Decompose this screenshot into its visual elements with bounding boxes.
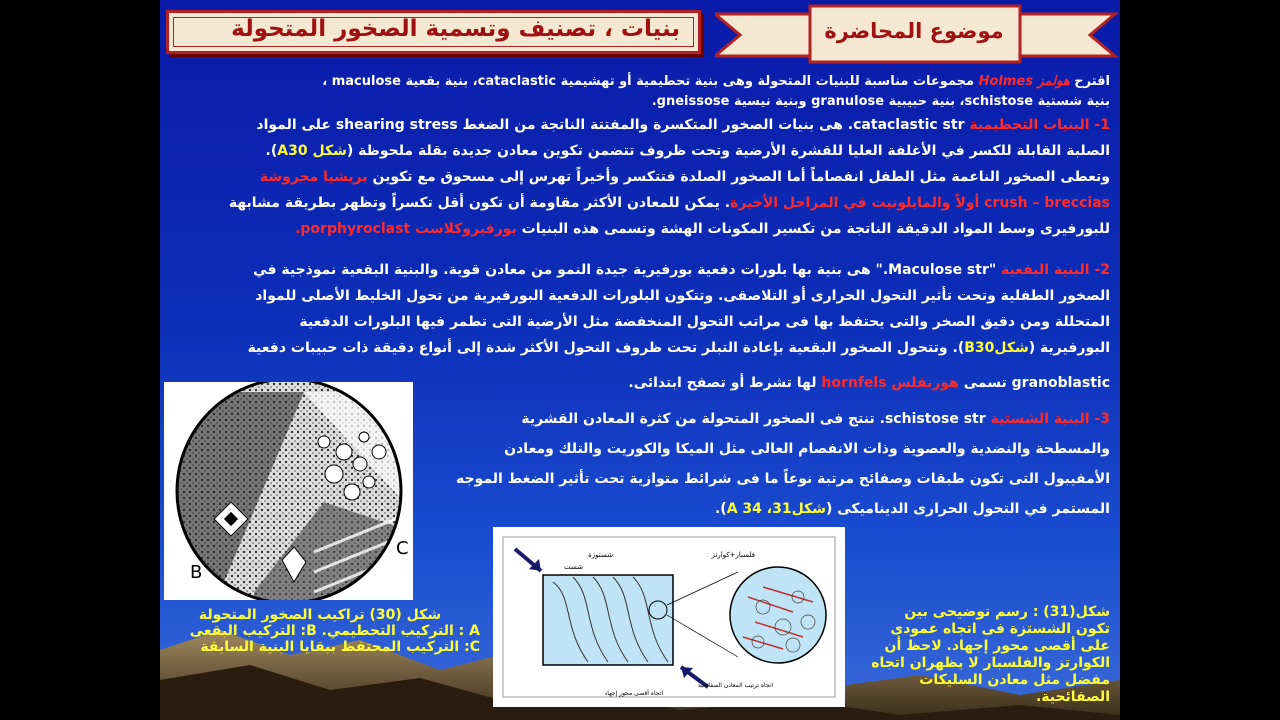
figure-ref-31: شكل31، 34 A (726, 501, 826, 517)
section2-line (170, 257, 1110, 283)
intro-line-2: بنية شستية schistose، بنية حبيبية granulose وبنية نيسية gneissose. (651, 94, 1110, 109)
figure30-label-c: C (396, 538, 409, 559)
section1-text: للبورفيرى وسط المواد الدقيقة الناتجة من تكسير المكونات الهشة وتسمى هذه البنيات (516, 221, 1110, 237)
section2-line: المتحللة ومن دقيق الصخر والتى يحتفظ بها فى مراتب التحول المنخفضة مثل الأرضية التى تطمر فيها البلورات الدفعية (299, 314, 1110, 330)
figure31-label-orientation: اتجاه ترتيب المعادن الصفائحية (697, 682, 773, 689)
section2-text: "Maculose str." هى بنية بها بلورات دفعية بورفيرية جيدة النمو من معادن قوية. والبنية البقعية نموذجية في (253, 262, 1002, 278)
lecture-topic-label: موضوع المحاضرة (824, 19, 1004, 43)
intro-paragraph (170, 72, 1110, 112)
section3-text: ). (714, 501, 727, 517)
section-cataclastic (170, 112, 1110, 242)
section1-line (170, 112, 1110, 138)
caption31-line-6: الصفائحية. (1035, 689, 1110, 705)
section1-text: ). (265, 143, 278, 159)
figure-ref-a30: شكل A30 (277, 143, 347, 159)
section2-line (170, 335, 1110, 361)
figure-ref-b30: شكلB30 (964, 340, 1029, 356)
section1-text: cataclastic str. هى بنيات الصخور المتكسرة والمفتتة الناتجة من الضغط shearing stress على المواد (256, 117, 970, 133)
section1-text: الصلبة القابلة للكسر في الأغلفة العليا للقشرة الأرضية وتحت ظروف تتضمن تكوين معادن جديدة بقلة ملحوظة ( (346, 143, 1110, 159)
section1-line (170, 216, 1110, 242)
section1-text: . يمكن للمعادن الأكثر مقاومة أن تكون أقل تكسراً وتظهر بطريقة مشابهة (228, 195, 731, 211)
section-schistose (422, 404, 1110, 524)
figure-31-image (493, 527, 845, 707)
figure31-label-stress: اتجاه أقصى محور إجهاد (604, 690, 663, 697)
section3-line: الأمفيبول التى تكون طبقات وصفائح مرتبة نوعاً ما فى شرائط متوازية تحت تأثير الضغط الموجه (456, 471, 1110, 487)
section3-line (422, 494, 1110, 524)
figure-30-image (164, 382, 413, 600)
mylonite-highlight: crush – breccias أولاً والمايلونيت في المراحل الأخيرة (730, 195, 1110, 211)
section2-line (420, 370, 1110, 396)
right-letterbox (1120, 0, 1280, 720)
hornfels-highlight: هورنفلس hornfels (821, 375, 959, 391)
section2-text: البورفيرية ( (1028, 340, 1110, 356)
section2-text: granoblastic تسمى (958, 375, 1110, 391)
page-title: بنيات ، تصنيف وتسمية الصخور المتحولة (231, 16, 680, 42)
slide (160, 0, 1120, 720)
schistosity-diagram (493, 527, 845, 707)
caption31-line-4: الكوارتز والفلسبار لا يظهران اتجاه (871, 655, 1110, 671)
caption30-line-2: A : التركيب التحطيمي. B: التركيب البقعى (189, 623, 480, 639)
holmes-highlight: هولمز Holmes (978, 74, 1070, 89)
section2-text: ). وتتحول الصخور البقعية بإعادة التبلر تحت ظروف التحول الأكثر شدة إلى أنواع دقيقة ذات حبيبات دفعية (247, 340, 965, 356)
left-letterbox (0, 0, 160, 720)
figure31-label-schistosity: شستوزة (588, 551, 613, 559)
section1-line (170, 138, 1110, 164)
section3-text: المستمر في التحول الحرارى الديناميكى ( (826, 501, 1110, 517)
section1-text: وتعطى الصخور الناعمة مثل الطفل انفصاماً أما الصخور الصلدة فتتكسر وأخيراً تهرس إلى مسحوق مع تكوين (367, 169, 1110, 185)
section3-line: والمسطحة والنضدية والعصوية وذات الانفصام العالى مثل الميكا والكوريت والتلك ومعادن (504, 441, 1110, 457)
figure31-label-minerals: فلسبار+كوارتز (711, 551, 755, 559)
caption30-line-1: شكل (30) تراكيب الصخور المتحولة (198, 607, 442, 623)
section2-line: الصخور الطفلية وتحت تأثير التحول الحرارى أو التلاصقى. وتتكون البلورات الدفعية البورفيرية من تحول الخليط الأصلى للمواد (255, 288, 1110, 304)
section2-text: لها تشرط أو تصفح ابتدائى. (628, 375, 822, 391)
caption31-line-2: تكون الشستزة فى اتجاه عمودى (890, 621, 1110, 637)
rock-texture-drawing (164, 382, 413, 600)
caption31-line-5: مفضل مثل معادن السليكات (919, 672, 1110, 688)
section3-line (422, 404, 1110, 434)
breccia-highlight: بريشيا مجروشة (259, 169, 368, 185)
section3-heading: 3- البنية الشستية (990, 411, 1110, 427)
figure31-label-schist: شست (564, 563, 583, 571)
section3-text: schistose str. تنتج فى الصخور المتحولة من كثرة المعادن القشرية (521, 411, 991, 427)
section-maculose (170, 257, 1110, 361)
section2-last-line (420, 370, 1110, 396)
caption31-line-3: على أقصى محور إجهاد. لاحظ أن (884, 638, 1110, 654)
porphyroclast-highlight: بورفيروكلاست porphyroclast. (295, 221, 517, 237)
figure-31-caption (850, 604, 1110, 706)
intro-text: اقترح (1069, 74, 1110, 89)
intro-text: مجموعات مناسبة للبنيات المتحولة وهى بنية تحطيمية أو تهشيمية cataclastic، بنية بقعية maculose ، (322, 74, 979, 89)
title-box (166, 10, 701, 54)
section1-heading: 1- البنيات التحطيمية (969, 117, 1110, 133)
figure30-label-b: B (190, 562, 203, 583)
section2-heading: 2- البنية البقعية (1001, 262, 1110, 278)
section1-line (170, 164, 1110, 190)
figure-30-caption (160, 607, 480, 655)
section1-line (170, 190, 1110, 216)
caption31-line-1: شكل(31) : رسم توضيحى بين (904, 604, 1110, 620)
intro-line-1 (170, 72, 1110, 92)
caption30-line-3: C: التركيب المحتفظ ببقايا البنية السابقة (200, 639, 480, 655)
